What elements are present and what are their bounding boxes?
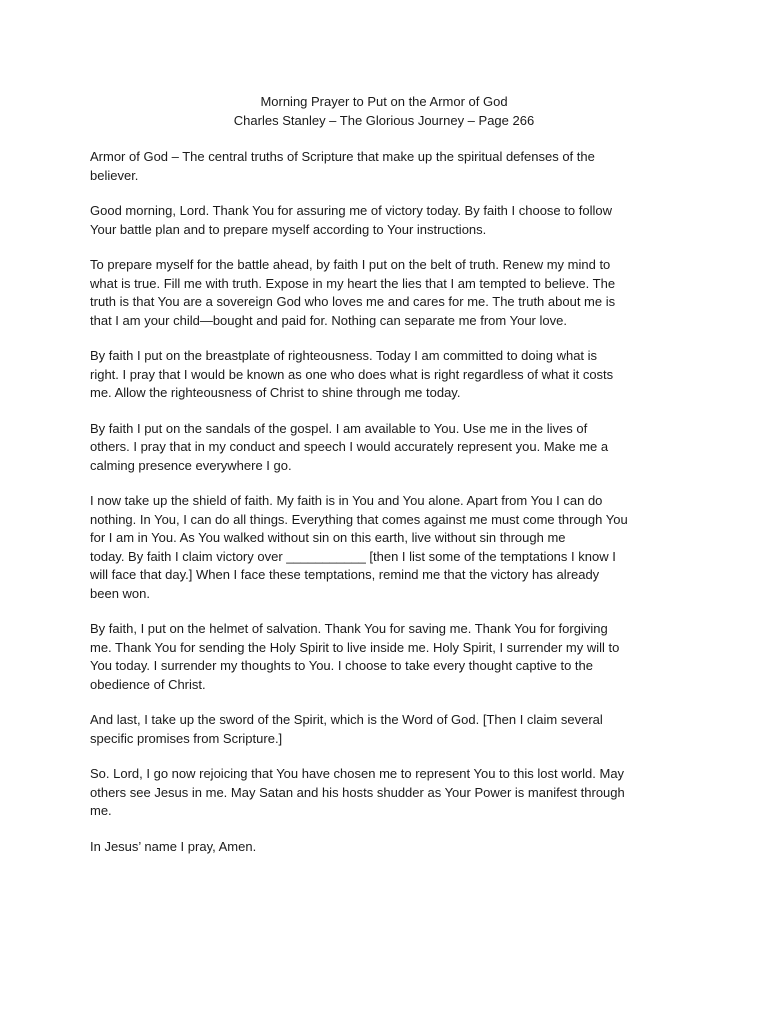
paragraph bbox=[90, 492, 682, 603]
paragraph bbox=[90, 620, 682, 694]
text-line: right. I pray that I would be known as one who does what is right regardless of what it costs bbox=[90, 366, 614, 382]
text-line: me. Allow the righteousness of Christ to shine through me today. bbox=[90, 385, 461, 400]
paragraph bbox=[90, 420, 682, 476]
text-line: specific promises from Scripture.] bbox=[90, 730, 283, 746]
text-line: truth is that You are a sovereign God who loves me and cares for me. The truth about me is bbox=[90, 294, 616, 309]
text-line: me. Thank You for sending the Holy Spirit to live inside me. Holy Spirit, I surrender my will to bbox=[90, 639, 620, 655]
page-title: Morning Prayer to Put on the Armor of God bbox=[260, 94, 508, 109]
text-line: been won. bbox=[90, 585, 150, 601]
page-subtitle: Charles Stanley – The Glorious Journey – Page 266 bbox=[233, 113, 535, 128]
text-line: I now take up the shield of faith. My faith is in You and You alone. Apart from You I can do bbox=[90, 493, 603, 508]
text-line: for I am in You. As You walked without sin on this earth, live without sin through me bbox=[90, 530, 566, 545]
paragraph bbox=[90, 256, 682, 330]
paragraph bbox=[90, 347, 682, 403]
text-line: By faith, I put on the helmet of salvation. Thank You for saving me. Thank You for forgiving bbox=[90, 621, 608, 636]
text-line: others see Jesus in me. May Satan and his hosts shudder as Your Power is manifest through bbox=[90, 784, 625, 800]
text-line: In Jesus’ name I pray, Amen. bbox=[90, 838, 257, 854]
text-line: You today. I surrender my thoughts to You. I choose to take every thought captive to the bbox=[90, 658, 593, 673]
text-line: To prepare myself for the battle ahead, by faith I put on the belt of truth. Renew my mind to bbox=[90, 257, 611, 272]
text-line: nothing. In You, I can do all things. Everything that comes against me must come through You bbox=[90, 511, 628, 527]
text-line: others. I pray that in my conduct and speech I would accurately represent you. Make me a bbox=[90, 439, 609, 454]
text-line: And last, I take up the sword of the Spirit, which is the Word of God. [Then I claim several bbox=[90, 712, 603, 727]
paragraph bbox=[90, 202, 682, 239]
text-line: By faith I put on the breastplate of righteousness. Today I am committed to doing what is bbox=[90, 348, 598, 363]
text-line: what is true. Fill me with truth. Expose in my heart the lies that I am tempted to believe. The bbox=[90, 275, 616, 291]
paragraph bbox=[90, 838, 682, 857]
title-block bbox=[90, 92, 678, 130]
text-line: me. bbox=[90, 803, 112, 818]
text-line: believer. bbox=[90, 167, 139, 183]
text-line: today. By faith I claim victory over ___________ [then I list some of the temptations I know I bbox=[90, 548, 616, 564]
text-line: will face that day.] When I face these temptations, remind me that the victory has already bbox=[90, 567, 600, 582]
paragraph bbox=[90, 765, 682, 821]
paragraph bbox=[90, 148, 682, 185]
text-line: By faith I put on the sandals of the gospel. I am available to You. Use me in the lives of bbox=[90, 420, 588, 436]
text-line: obedience of Christ. bbox=[90, 676, 206, 692]
paragraph bbox=[90, 711, 682, 748]
text-line: that I am your child—bought and paid for. Nothing can separate me from Your love. bbox=[90, 312, 567, 328]
text-line: Your battle plan and to prepare myself according to Your instructions. bbox=[90, 221, 487, 237]
document-body bbox=[90, 148, 682, 873]
text-line: Good morning, Lord. Thank You for assuring me of victory today. By faith I choose to follow bbox=[90, 203, 612, 218]
text-line: So. Lord, I go now rejoicing that You have chosen me to represent You to this lost world. May bbox=[90, 766, 625, 781]
text-line: calming presence everywhere I go. bbox=[90, 457, 292, 473]
text-line: Armor of God – The central truths of Scripture that make up the spiritual defenses of the bbox=[90, 149, 595, 164]
